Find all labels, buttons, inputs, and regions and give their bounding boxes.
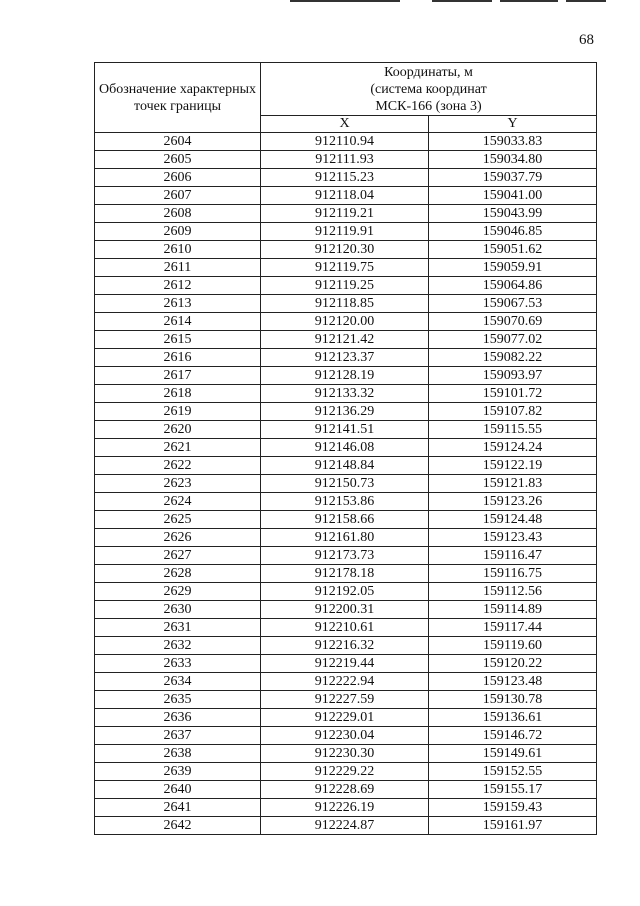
cell-y: 159037.79 [429,169,597,187]
table-row [95,277,597,295]
cell-y: 159121.83 [429,475,597,493]
page-number: 68 [579,32,594,48]
cell-y: 159149.61 [429,745,597,763]
cell-x: 912192.05 [261,583,429,601]
cell-point-id: 2630 [95,601,261,619]
table-row [95,547,597,565]
top-rule-3 [500,0,558,2]
cell-point-id: 2609 [95,223,261,241]
cell-y: 159123.43 [429,529,597,547]
cell-x: 912222.94 [261,673,429,691]
cell-point-id: 2640 [95,781,261,799]
cell-x: 912200.31 [261,601,429,619]
cell-x: 912133.32 [261,385,429,403]
cell-y: 159041.00 [429,187,597,205]
cell-y: 159082.22 [429,349,597,367]
cell-x: 912178.18 [261,565,429,583]
table-row [95,619,597,637]
cell-x: 912229.22 [261,763,429,781]
table-row [95,529,597,547]
cell-point-id: 2641 [95,799,261,817]
cell-x: 912219.44 [261,655,429,673]
table-row [95,511,597,529]
header-coordinates-line-3: МСК-166 (зона 3) [375,98,482,114]
cell-y: 159152.55 [429,763,597,781]
table-row [95,313,597,331]
cell-y: 159033.83 [429,133,597,151]
cell-point-id: 2631 [95,619,261,637]
table-body [95,133,597,835]
cell-x: 912115.23 [261,169,429,187]
cell-y: 159116.75 [429,565,597,583]
cell-point-id: 2634 [95,673,261,691]
table-row [95,151,597,169]
cell-x: 912123.37 [261,349,429,367]
cell-y: 159122.19 [429,457,597,475]
cell-y: 159101.72 [429,385,597,403]
cell-y: 159046.85 [429,223,597,241]
cell-point-id: 2616 [95,349,261,367]
cell-point-id: 2611 [95,259,261,277]
table-row [95,601,597,619]
cell-y: 159107.82 [429,403,597,421]
cell-x: 912148.84 [261,457,429,475]
cell-point-id: 2632 [95,637,261,655]
cell-point-id: 2642 [95,817,261,835]
cell-point-id: 2613 [95,295,261,313]
table-row [95,385,597,403]
header-y: Y [429,116,597,133]
cell-x: 912119.21 [261,205,429,223]
table-row [95,403,597,421]
cell-x: 912136.29 [261,403,429,421]
header-x: X [261,116,429,133]
cell-x: 912226.19 [261,799,429,817]
cell-point-id: 2604 [95,133,261,151]
top-rule-2 [432,0,492,2]
table-row [95,781,597,799]
cell-x: 912119.91 [261,223,429,241]
cell-x: 912150.73 [261,475,429,493]
table-row [95,637,597,655]
cell-point-id: 2610 [95,241,261,259]
table-row [95,259,597,277]
cell-x: 912161.80 [261,529,429,547]
cell-y: 159067.53 [429,295,597,313]
cell-x: 912121.42 [261,331,429,349]
table-row [95,745,597,763]
cell-x: 912119.75 [261,259,429,277]
table-row [95,133,597,151]
top-rule-1 [290,0,400,2]
cell-x: 912158.66 [261,511,429,529]
table-row [95,583,597,601]
table-row [95,493,597,511]
cell-y: 159123.48 [429,673,597,691]
cell-y: 159064.86 [429,277,597,295]
header-point-designation: Обозначение характерных точек границы [95,63,261,133]
table-row [95,367,597,385]
table-row [95,331,597,349]
cell-y: 159123.26 [429,493,597,511]
cell-point-id: 2633 [95,655,261,673]
cell-point-id: 2622 [95,457,261,475]
cell-point-id: 2605 [95,151,261,169]
cell-y: 159146.72 [429,727,597,745]
cell-point-id: 2617 [95,367,261,385]
cell-y: 159136.61 [429,709,597,727]
table-row [95,223,597,241]
cell-x: 912227.59 [261,691,429,709]
cell-y: 159059.91 [429,259,597,277]
table-row [95,727,597,745]
cell-x: 912153.86 [261,493,429,511]
cell-x: 912230.04 [261,727,429,745]
cell-x: 912173.73 [261,547,429,565]
table-row [95,295,597,313]
table-row [95,691,597,709]
cell-y: 159051.62 [429,241,597,259]
cell-x: 912128.19 [261,367,429,385]
cell-point-id: 2606 [95,169,261,187]
cell-y: 159112.56 [429,583,597,601]
table-row [95,421,597,439]
table-row [95,169,597,187]
cell-x: 912228.69 [261,781,429,799]
cell-point-id: 2628 [95,565,261,583]
coordinates-table [94,62,597,835]
table-row [95,439,597,457]
cell-y: 159161.97 [429,817,597,835]
table-row [95,349,597,367]
table-row [95,475,597,493]
header-coordinates [261,63,597,116]
table-row [95,187,597,205]
cell-point-id: 2639 [95,763,261,781]
cell-y: 159077.02 [429,331,597,349]
table-row [95,799,597,817]
table-row [95,241,597,259]
cell-point-id: 2619 [95,403,261,421]
table-row [95,655,597,673]
cell-x: 912110.94 [261,133,429,151]
cell-y: 159093.97 [429,367,597,385]
cell-point-id: 2625 [95,511,261,529]
cell-y: 159120.22 [429,655,597,673]
cell-y: 159119.60 [429,637,597,655]
cell-point-id: 2629 [95,583,261,601]
cell-y: 159117.44 [429,619,597,637]
cell-x: 912118.04 [261,187,429,205]
cell-x: 912216.32 [261,637,429,655]
cell-x: 912120.00 [261,313,429,331]
table-row [95,709,597,727]
cell-point-id: 2608 [95,205,261,223]
table-row [95,673,597,691]
cell-x: 912224.87 [261,817,429,835]
top-rule-4 [566,0,606,2]
cell-point-id: 2612 [95,277,261,295]
cell-y: 159116.47 [429,547,597,565]
cell-x: 912119.25 [261,277,429,295]
header-coordinates-line-2: (система координат [370,81,487,97]
cell-point-id: 2627 [95,547,261,565]
cell-point-id: 2638 [95,745,261,763]
cell-x: 912146.08 [261,439,429,457]
cell-point-id: 2626 [95,529,261,547]
table-row [95,763,597,781]
cell-y: 159070.69 [429,313,597,331]
cell-x: 912111.93 [261,151,429,169]
cell-point-id: 2637 [95,727,261,745]
cell-point-id: 2615 [95,331,261,349]
table-row [95,817,597,835]
cell-y: 159034.80 [429,151,597,169]
table-header [95,63,597,133]
cell-x: 912120.30 [261,241,429,259]
cell-point-id: 2636 [95,709,261,727]
cell-y: 159043.99 [429,205,597,223]
top-edge-rules [0,0,640,4]
header-coordinates-line-1: Координаты, м [384,64,473,80]
cell-point-id: 2607 [95,187,261,205]
cell-y: 159155.17 [429,781,597,799]
cell-x: 912210.61 [261,619,429,637]
cell-y: 159115.55 [429,421,597,439]
cell-point-id: 2614 [95,313,261,331]
cell-x: 912229.01 [261,709,429,727]
cell-y: 159159.43 [429,799,597,817]
cell-point-id: 2618 [95,385,261,403]
cell-point-id: 2624 [95,493,261,511]
cell-x: 912118.85 [261,295,429,313]
cell-point-id: 2623 [95,475,261,493]
cell-x: 912141.51 [261,421,429,439]
cell-point-id: 2620 [95,421,261,439]
cell-y: 159114.89 [429,601,597,619]
cell-point-id: 2635 [95,691,261,709]
cell-point-id: 2621 [95,439,261,457]
table-row [95,205,597,223]
cell-y: 159124.48 [429,511,597,529]
table-row [95,457,597,475]
table-row [95,565,597,583]
cell-x: 912230.30 [261,745,429,763]
cell-y: 159130.78 [429,691,597,709]
cell-y: 159124.24 [429,439,597,457]
